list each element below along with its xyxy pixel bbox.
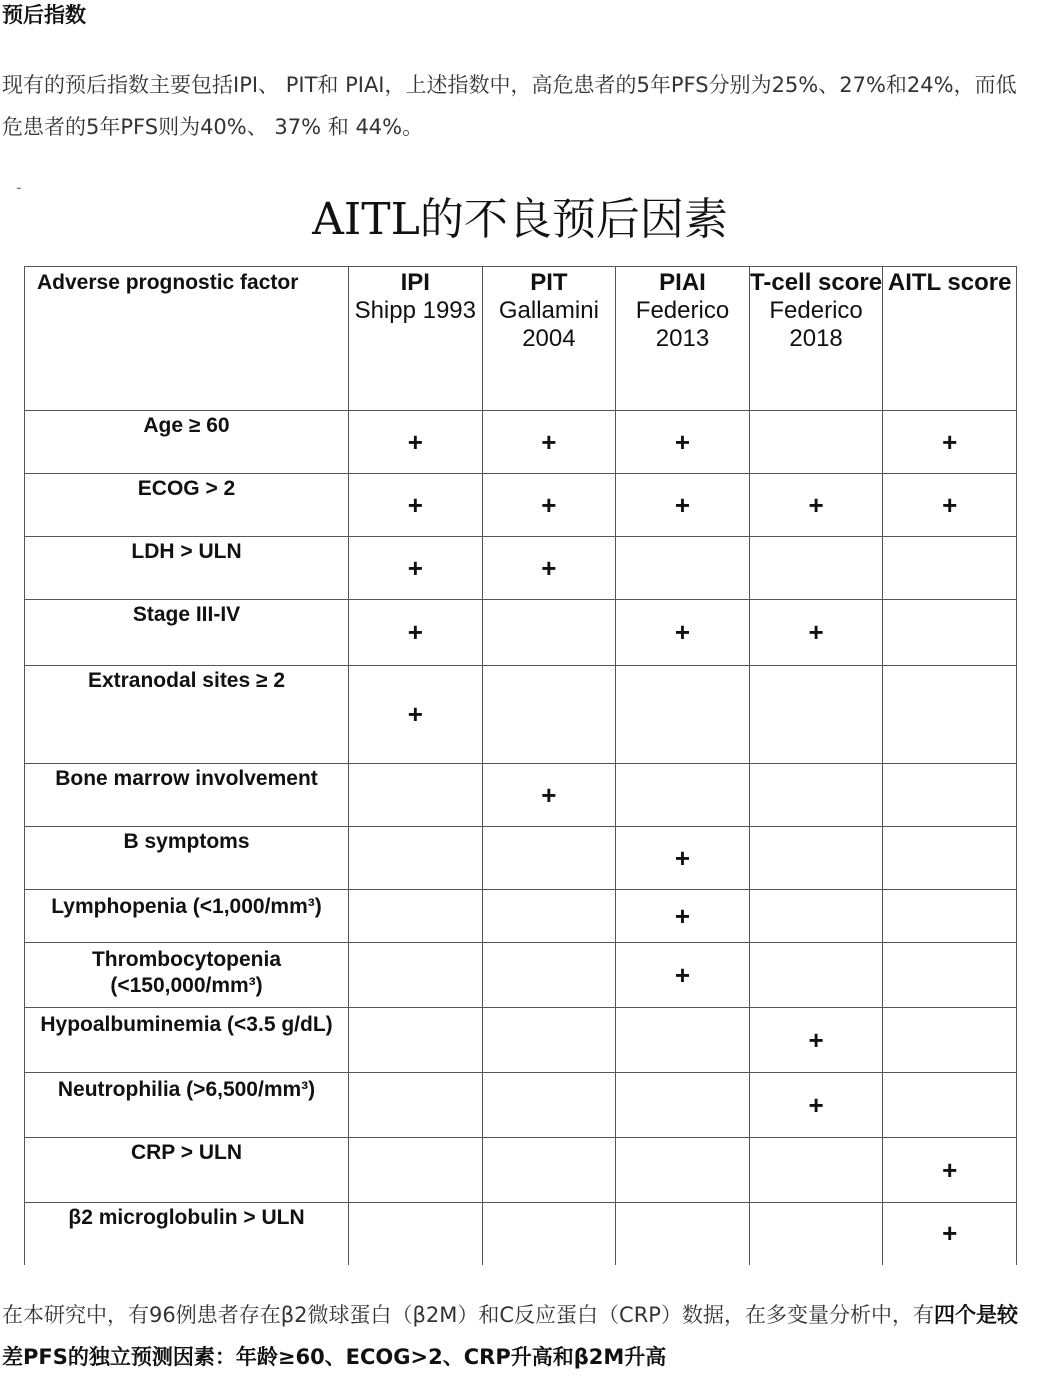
empty-cell <box>749 827 883 890</box>
empty-cell <box>883 943 1017 1008</box>
plus-mark: + <box>349 474 483 537</box>
table-row <box>25 943 1017 1008</box>
conclusion-paragraph <box>2 1294 1034 1378</box>
plus-mark: + <box>349 537 483 600</box>
intro-paragraph: 现有的预后指数主要包括IPI、 PIT和 PIAI，上述指数中，高危患者的5年PFS分别为25%、27%和24%，而低危患者的5年PFS则为40%、 37% 和 44%。 <box>2 73 1017 139</box>
empty-cell <box>749 890 883 943</box>
empty-cell <box>616 1008 750 1073</box>
conclusion-text: 在本研究中，有96例患者存在β2微球蛋白（β2M）和C反应蛋白（CRP）数据，在多变量分析中，有 <box>2 1303 934 1327</box>
index-source: Gallamini 2004 <box>498 297 599 352</box>
plus-mark: + <box>883 474 1017 537</box>
empty-cell <box>883 1008 1017 1073</box>
plus-mark: + <box>616 943 750 1008</box>
table-row <box>25 1008 1017 1073</box>
index-name: T-cell score <box>750 269 883 296</box>
factor-label: β2 microglobulin > ULN <box>25 1203 349 1265</box>
index-header-pit <box>482 267 616 411</box>
plus-mark: + <box>883 1138 1017 1203</box>
plus-mark: + <box>482 474 616 537</box>
factor-label: Thrombocytopenia (<150,000/mm³) <box>25 943 349 1008</box>
empty-cell <box>482 1008 616 1073</box>
empty-cell <box>883 600 1017 666</box>
empty-cell <box>482 1073 616 1138</box>
factor-label: Hypoalbuminemia (<3.5 g/dL) <box>25 1008 349 1073</box>
empty-cell <box>749 943 883 1008</box>
empty-cell <box>883 1073 1017 1138</box>
table-row <box>25 764 1017 827</box>
plus-mark: + <box>883 411 1017 474</box>
factor-label: Extranodal sites ≥ 2 <box>25 666 349 764</box>
factor-label: Stage III-IV <box>25 600 349 666</box>
plus-mark: + <box>482 411 616 474</box>
plus-mark: + <box>482 764 616 827</box>
index-header-aitl-score <box>883 267 1017 411</box>
table-row <box>25 600 1017 666</box>
empty-cell <box>482 666 616 764</box>
table-row <box>25 1138 1017 1203</box>
empty-cell <box>349 890 483 943</box>
empty-cell <box>349 1138 483 1203</box>
plus-mark: + <box>349 411 483 474</box>
plus-mark: + <box>349 666 483 764</box>
empty-cell <box>749 764 883 827</box>
index-header-ipi <box>349 267 483 411</box>
table-row <box>25 666 1017 764</box>
empty-cell <box>349 1073 483 1138</box>
factor-label: Bone marrow involvement <box>25 764 349 827</box>
empty-cell <box>616 764 750 827</box>
empty-cell <box>482 943 616 1008</box>
factor-label: Age ≥ 60 <box>25 411 349 474</box>
index-source: Federico 2013 <box>635 297 730 352</box>
empty-cell <box>749 1203 883 1265</box>
empty-cell <box>883 827 1017 890</box>
plus-mark: + <box>482 537 616 600</box>
empty-cell <box>883 890 1017 943</box>
index-name: PIAI <box>659 269 706 296</box>
dash-mark: - <box>16 178 22 197</box>
empty-cell <box>482 827 616 890</box>
empty-cell <box>349 827 483 890</box>
index-name: AITL score <box>887 269 1012 296</box>
empty-cell <box>482 1138 616 1203</box>
empty-cell <box>482 1203 616 1265</box>
factor-label: ECOG > 2 <box>25 474 349 537</box>
empty-cell <box>616 1138 750 1203</box>
index-source: Federico 2018 <box>769 297 863 352</box>
plus-mark: + <box>749 1073 883 1138</box>
empty-cell <box>616 1203 750 1265</box>
plus-mark: + <box>616 600 750 666</box>
index-header-piai <box>616 267 750 411</box>
plus-mark: + <box>749 1008 883 1073</box>
table-row <box>25 474 1017 537</box>
table-row <box>25 1073 1017 1138</box>
index-name: IPI <box>400 269 430 296</box>
conclusion-emphasis: 四个是较差PFS的独立预测因素：年龄≥60、ECOG>2、CRP升高和β2M升高 <box>2 1303 1018 1369</box>
empty-cell <box>349 943 483 1008</box>
plus-mark: + <box>749 600 883 666</box>
empty-cell <box>616 537 750 600</box>
plus-mark: + <box>349 600 483 666</box>
index-header-t-cell-score <box>749 267 883 411</box>
prognostic-factor-table <box>24 266 1017 1265</box>
empty-cell <box>749 411 883 474</box>
index-name: PIT <box>530 269 568 296</box>
table-row <box>25 1203 1017 1265</box>
factor-label: Neutrophilia (>6,500/mm³) <box>25 1073 349 1138</box>
index-source: Shipp 1993 <box>354 297 477 324</box>
empty-cell <box>616 666 750 764</box>
empty-cell <box>349 1203 483 1265</box>
empty-cell <box>883 764 1017 827</box>
table-row <box>25 411 1017 474</box>
plus-mark: + <box>616 411 750 474</box>
plus-mark: + <box>616 474 750 537</box>
empty-cell <box>349 764 483 827</box>
factor-label: CRP > ULN <box>25 1138 349 1203</box>
empty-cell <box>749 1138 883 1203</box>
factor-label: LDH > ULN <box>25 537 349 600</box>
table-row <box>25 537 1017 600</box>
plus-mark: + <box>616 890 750 943</box>
table-row <box>25 827 1017 890</box>
table-row <box>25 890 1017 943</box>
empty-cell <box>749 537 883 600</box>
empty-cell <box>482 600 616 666</box>
plus-mark: + <box>749 474 883 537</box>
empty-cell <box>749 666 883 764</box>
empty-cell <box>349 1008 483 1073</box>
plus-mark: + <box>883 1203 1017 1265</box>
factor-label: Lymphopenia (<1,000/mm³) <box>25 890 349 943</box>
factor-column-header: Adverse prognostic factor <box>25 267 349 411</box>
figure-title: AITL的不良预后因素 <box>312 194 728 245</box>
empty-cell <box>482 890 616 943</box>
section-heading: 预后指数 <box>2 3 86 27</box>
factor-label: B symptoms <box>25 827 349 890</box>
empty-cell <box>883 666 1017 764</box>
empty-cell <box>616 1073 750 1138</box>
plus-mark: + <box>616 827 750 890</box>
empty-cell <box>883 537 1017 600</box>
